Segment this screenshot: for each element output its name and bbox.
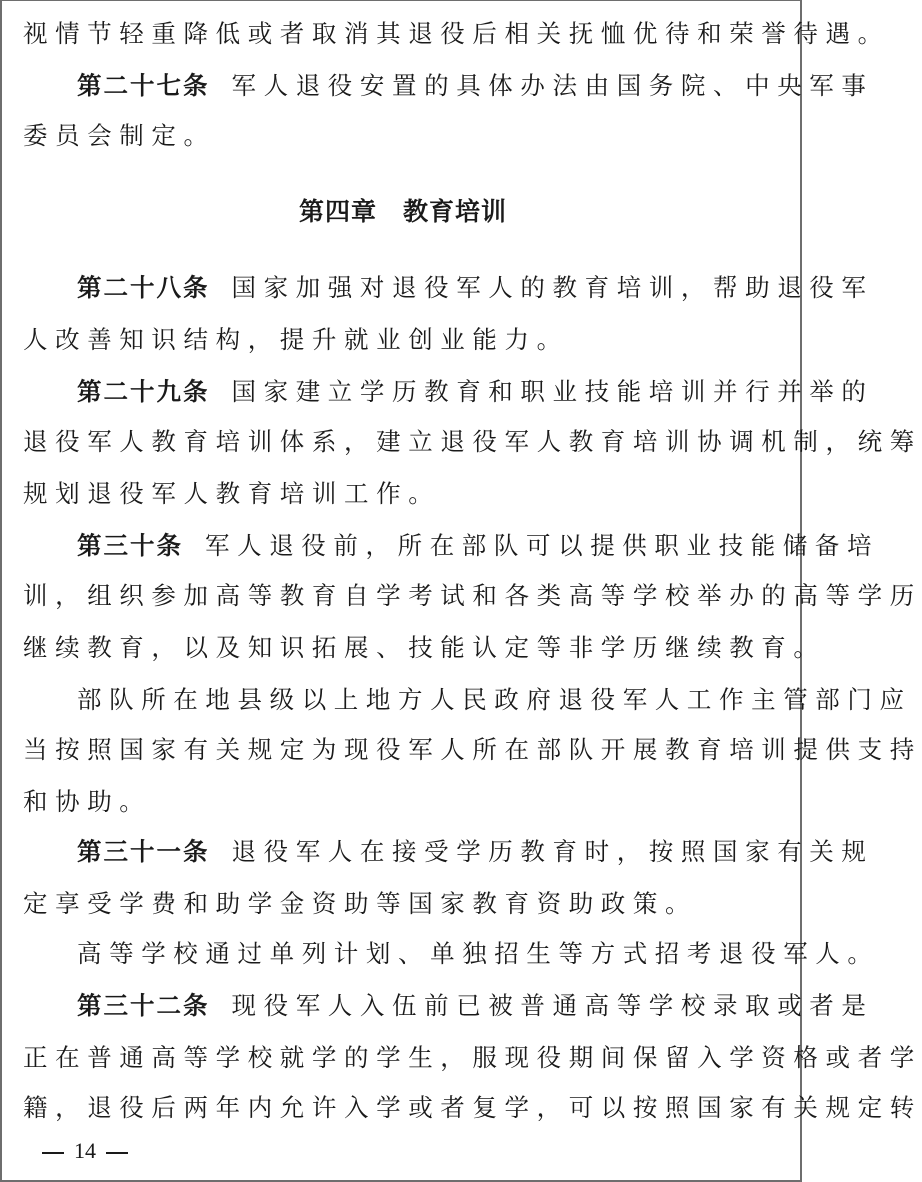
line-text: 和协助。: [23, 787, 152, 816]
dash-right-icon: [106, 1152, 128, 1154]
line-text: 军人退役安置的具体办法由国务院、中央军事: [231, 71, 874, 100]
line-text: 规划退役军人教育培训工作。: [23, 479, 441, 508]
article-heading: 第二十七条: [77, 71, 210, 100]
line-text: 委员会制定。: [23, 121, 216, 150]
article-heading: 第二十八条: [77, 273, 210, 302]
line-text: 人改善知识结构，提升就业创业能力。: [23, 325, 569, 354]
line-text: 退役军人在接受学历教育时，按照国家有关规: [231, 837, 874, 866]
paragraph-line: [77, 683, 912, 717]
paragraph-line: [23, 579, 922, 613]
line-text: 定享受学费和助学金资助等国家教育资助政策。: [23, 889, 698, 918]
article-28-line: [77, 271, 874, 305]
line-text: 高等学校通过单列计划、单独招生等方式招考退役军人。: [77, 939, 880, 968]
page-number: [32, 1136, 138, 1166]
article-30-line: [77, 529, 880, 563]
paragraph-line: [23, 477, 783, 511]
line-text: 训，组织参加高等教育自学考试和各类高等学校举办的高等学历: [23, 581, 922, 610]
paragraph-line: [23, 785, 783, 819]
line-text: 籍，退役后两年内允许入学或者复学，可以按照国家有关规定转: [23, 1093, 922, 1122]
line-text: 国家建立学历教育和职业技能培训并行并举的: [231, 377, 874, 406]
paragraph-line: [23, 733, 922, 767]
line-text: 退役军人教育培训体系，建立退役军人教育培训协调机制，统筹: [23, 427, 922, 456]
article-heading: 第二十九条: [77, 377, 210, 406]
dash-left-icon: [42, 1152, 64, 1154]
line-text: 军人退役前，所在部队可以提供职业技能储备培: [205, 531, 880, 560]
article-29-line: [77, 375, 874, 409]
chapter-title: 教育培训: [403, 197, 508, 226]
paragraph-line: [77, 937, 880, 971]
line-text: 当按照国家有关规定为现役军人所在部队开展教育培训提供支持: [23, 735, 922, 764]
paragraph-line: [23, 425, 922, 459]
paragraph-line: [23, 119, 783, 153]
line-text: 继续教育，以及知识拓展、技能认定等非学历继续教育。: [23, 633, 826, 662]
article-27-line: [77, 69, 874, 103]
article-heading: 第三十二条: [77, 991, 210, 1020]
article-31-line: [77, 835, 874, 869]
article-heading: 第三十条: [77, 531, 183, 560]
paragraph-line: [23, 887, 783, 921]
line-text: 现役军人入伍前已被普通高等学校录取或者是: [231, 991, 874, 1020]
paragraph-line: [23, 1091, 922, 1125]
article-32-line: [77, 989, 874, 1023]
chapter-number: 第四章: [298, 197, 377, 226]
article-heading: 第三十一条: [77, 837, 210, 866]
line-text: 正在普通高等学校就学的学生，服现役期间保留入学资格或者学: [23, 1043, 922, 1072]
line-text: 视情节轻重降低或者取消其退役后相关抚恤优待和荣誉待遇。: [23, 19, 890, 48]
paragraph-line: [23, 631, 826, 665]
page-number-text: 14: [74, 1138, 96, 1163]
paragraph-line: [23, 1041, 922, 1075]
line-text: 国家加强对退役军人的教育培训，帮助退役军: [231, 273, 874, 302]
paragraph-line: [23, 17, 890, 51]
line-text: 部队所在地县级以上地方人民政府退役军人工作主管部门应: [77, 685, 912, 714]
chapter-heading: [2, 195, 804, 229]
paragraph-line: [23, 323, 783, 357]
